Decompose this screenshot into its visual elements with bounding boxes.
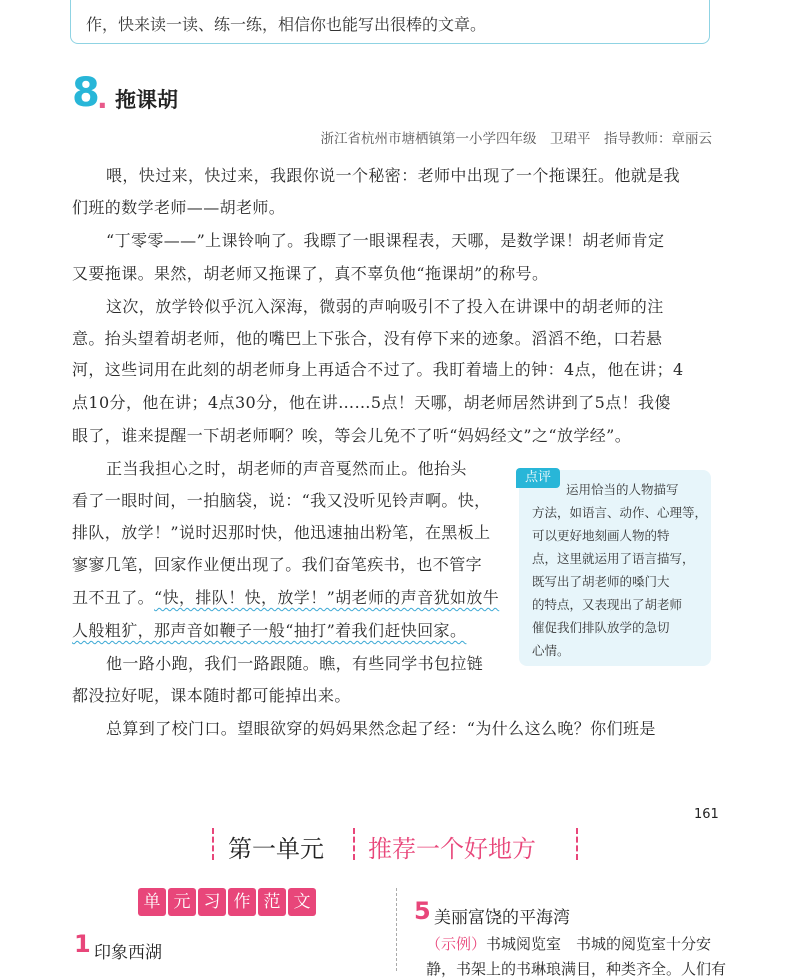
body-line: 排队，放学！”说时迟那时快，他迅速抽出粉笔，在黑板上 — [72, 523, 491, 542]
essay-5-title: 美丽富饶的平海湾 — [434, 908, 570, 928]
unit-topic: 推荐一个好地方 — [368, 835, 536, 863]
highlighted-quote-line: 人般粗犷，那声音如鞭子一般“抽打”着我们赶快回家。 — [72, 621, 467, 640]
body-line: 都没拉好呢，课本随时都可能掉出来。 — [72, 686, 351, 705]
divider-bar — [212, 828, 216, 860]
essay-number: 8 — [72, 70, 100, 116]
divider-bar — [353, 828, 357, 860]
review-line: 心情。 — [532, 643, 570, 658]
body-line: 这次，放学铃似乎沉入深海，微弱的声响吸引不了投入在讲课中的胡老师的注 — [106, 297, 664, 316]
review-line: 点，这里就运用了语言描写， — [532, 551, 695, 566]
unit-label: 第一单元 — [228, 835, 324, 863]
review-box — [519, 470, 711, 666]
review-line: 催促我们排队放学的急切 — [532, 620, 670, 635]
body-line: 点10分，他在讲；4点30分，他在讲……5点！天哪，胡老师居然讲到了5点！我傻 — [72, 393, 671, 412]
example-line — [426, 933, 711, 954]
highlighted-quote: “快，排队！快，放学！”胡老师的声音犹如放牛 — [154, 588, 500, 607]
page-number: 161 — [694, 807, 719, 822]
body-line — [72, 585, 499, 608]
body-line: “丁零零——”上课铃响了。我瞟了一眼课程表，天哪，是数学课！胡老师肯定 — [106, 231, 665, 250]
body-line: 喂，快过来，快过来，我跟你说一个秘密：老师中出现了一个拖课狂。他就是我 — [106, 166, 681, 185]
divider-bar — [576, 828, 580, 860]
body-text: 丑不丑了。 — [72, 588, 155, 607]
body-line: 总算到了校门口。望眼欲穿的妈妈果然念起了经：“为什么这么晚？你们班是 — [106, 719, 656, 738]
body-line: 眼了，谁来提醒一下胡老师啊？唉，等会儿免不了听“妈妈经文”之“放学经”。 — [72, 426, 632, 445]
review-line: 既写出了胡老师的嗓门大 — [532, 574, 670, 589]
banner-char: 单 — [138, 888, 166, 916]
example-text: 书城阅览室 书城的阅览室十分安 — [486, 935, 712, 953]
body-line: 寥寥几笔，回家作业便出现了。我们奋笔疾书，也不管字 — [72, 555, 483, 574]
review-line: 方法，如语言、动作、心理等， — [532, 505, 708, 520]
example-line: 静，书架上的书琳琅满目，种类齐全。人们有 — [426, 960, 727, 978]
banner-char: 作 — [228, 888, 256, 916]
body-line: 他一路小跑，我们一路跟随。瞧，有些同学书包拉链 — [106, 654, 484, 673]
review-line: 可以更好地刻画人物的特 — [532, 528, 670, 543]
essay-5-number: 5 — [414, 897, 431, 925]
banner-char: 范 — [258, 888, 286, 916]
essay-author: 浙江省杭州市塘栖镇第一小学四年级 卫珺平 指导教师：章丽云 — [320, 131, 712, 147]
review-tag: 点评 — [516, 468, 560, 488]
banner-char: 元 — [168, 888, 196, 916]
body-line: 又要拖课。果然，胡老师又拖课了，真不辜负他“拖课胡”的称号。 — [72, 264, 549, 283]
banner-char: 文 — [288, 888, 316, 916]
intro-text: 作，快来读一读、练一练，相信你也能写出很棒的文章。 — [86, 15, 487, 34]
section-banner — [138, 888, 316, 916]
essay-title: 拖课胡 — [115, 87, 178, 112]
banner-char: 习 — [198, 888, 226, 916]
body-line: 们班的数学老师——胡老师。 — [72, 198, 286, 217]
body-line: 看了一眼时间，一拍脑袋，说：“我又没听见铃声啊。快， — [72, 491, 491, 510]
body-line: 意。抬头望着胡老师，他的嘴巴上下张合，没有停下来的迹象。滔滔不绝，口若悬 — [72, 329, 663, 348]
review-line: 的特点，又表现出了胡老师 — [532, 597, 683, 612]
essay-number-dot: . — [97, 82, 108, 115]
essay-1-title: 印象西湖 — [94, 943, 162, 963]
body-line: 正当我担心之时，胡老师的声音戛然而止。他抬头 — [106, 459, 467, 478]
essay-1-number: 1 — [74, 930, 91, 958]
example-tag: （示例） — [426, 935, 487, 953]
column-divider — [396, 888, 397, 971]
review-line: 运用恰当的人物描写 — [566, 482, 679, 497]
body-line: 河，这些词用在此刻的胡老师身上再适合不过了。我盯着墙上的钟：4点，他在讲；4 — [72, 360, 684, 379]
